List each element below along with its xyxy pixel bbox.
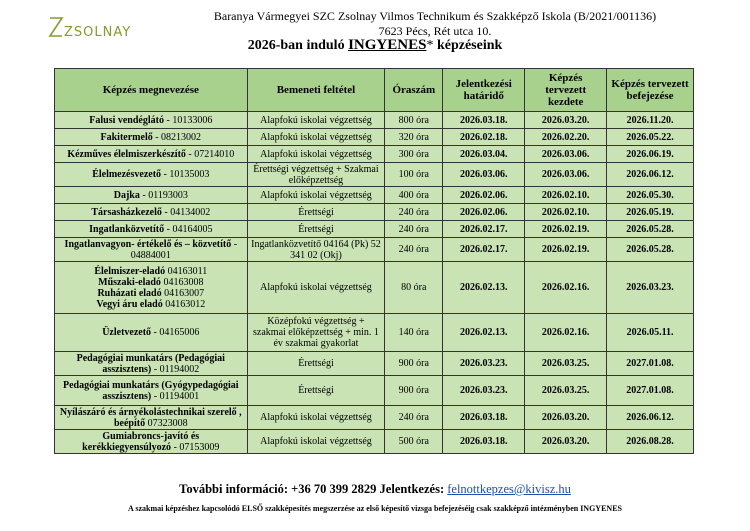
course-name-line — [58, 299, 244, 310]
course-name-line — [58, 132, 244, 143]
course-name-line — [58, 288, 244, 299]
start-cell: 2026.03.06. — [525, 163, 607, 187]
course-name: Társasházkezelő — [91, 206, 162, 218]
table-row — [55, 314, 694, 352]
course-name-cell — [55, 314, 248, 352]
course-name: Ingatlanvagyon- értékelő és – közvetítő — [64, 238, 232, 250]
course-name-line — [58, 239, 244, 261]
start-cell: 2026.02.10. — [525, 187, 607, 204]
hours-cell: 900 óra — [385, 352, 443, 376]
start-cell: 2026.03.25. — [525, 352, 607, 376]
course-name: Élelmezésvezető — [92, 169, 162, 180]
table-row — [55, 204, 694, 221]
course-name: Nyílászáró és árnyékolástechnikai szerelő , beépítő — [59, 406, 242, 429]
hours-cell: 240 óra — [385, 238, 443, 262]
end-cell: 2026.11.20. — [607, 112, 694, 129]
course-name: Vegyi áru eladó — [96, 298, 163, 310]
table-row — [55, 187, 694, 204]
table-header-row — [55, 69, 694, 112]
deadline-cell: 2026.02.17. — [443, 238, 525, 262]
requirement-cell: Alapfokú iskolai végzettség — [247, 262, 385, 314]
course-name-cell — [55, 262, 248, 314]
course-name-cell — [55, 129, 248, 146]
page-title — [0, 37, 750, 54]
start-cell: 2026.02.20. — [525, 129, 607, 146]
hours-cell: 240 óra — [385, 221, 443, 238]
table-row — [55, 262, 694, 314]
start-cell: 2026.03.06. — [525, 146, 607, 163]
course-code: - 07214010 — [188, 148, 235, 160]
logo-text: ZSOLNAY — [64, 25, 132, 40]
hours-cell: 400 óra — [385, 187, 443, 204]
deadline-cell: 2026.03.23. — [443, 376, 525, 406]
start-cell: 2026.02.10. — [525, 204, 607, 221]
course-name: Gumiabroncs-javító és kerékkiegyensúlyozó — [82, 430, 200, 453]
deadline-cell: 2026.03.18. — [443, 406, 525, 430]
course-code: 07323008 — [147, 417, 188, 429]
course-name-cell — [55, 163, 248, 187]
end-cell: 2026.05.28. — [607, 221, 694, 238]
course-name-cell — [55, 430, 248, 454]
requirement-cell: Alapfokú iskolai végzettség — [247, 406, 385, 430]
header-end: Képzés tervezett befejezése — [607, 69, 694, 112]
course-code: - 04164005 — [166, 223, 213, 235]
course-name-line — [58, 149, 244, 160]
table-row — [55, 376, 694, 406]
course-name-cell — [55, 187, 248, 204]
hours-cell: 300 óra — [385, 146, 443, 163]
start-cell: 2026.02.19. — [525, 238, 607, 262]
start-cell: 2026.02.16. — [525, 262, 607, 314]
header-hours: Óraszám — [385, 69, 443, 112]
course-code: 04163012 — [165, 298, 206, 310]
requirement-cell: Ingatlanközvetítő 04164 (Pk) 52 341 02 (Okj) — [247, 238, 385, 262]
table-row — [55, 112, 694, 129]
deadline-cell: 2026.02.17. — [443, 221, 525, 238]
title-pre: 2026-ban induló — [247, 38, 345, 53]
hours-cell: 240 óra — [385, 204, 443, 221]
course-name: Műszaki-eladó — [98, 276, 161, 288]
requirement-cell: Alapfokú iskolai végzettség — [247, 430, 385, 454]
deadline-cell: 2026.03.04. — [443, 146, 525, 163]
deadline-cell: 2026.03.18. — [443, 430, 525, 454]
start-cell: 2026.02.16. — [525, 314, 607, 352]
requirement-cell: Érettségi — [247, 376, 385, 406]
course-name-line — [58, 327, 244, 338]
start-cell: 2026.03.25. — [525, 376, 607, 406]
header-deadline: Jelentkezési határidő — [443, 69, 525, 112]
course-name-cell — [55, 146, 248, 163]
header-start: Képzés tervezett kezdete — [525, 69, 607, 112]
course-code: - 01194002 — [153, 363, 200, 375]
course-name-line — [58, 380, 244, 402]
course-name-line — [58, 277, 244, 288]
end-cell: 2026.06.12. — [607, 163, 694, 187]
requirement-cell: Alapfokú iskolai végzettség — [247, 146, 385, 163]
start-cell: 2026.03.20. — [525, 430, 607, 454]
course-code: 04163011 — [167, 265, 208, 277]
deadline-cell: 2026.03.23. — [443, 352, 525, 376]
course-name: Kézműves élelmiszerkészítő — [67, 148, 186, 160]
courses-table — [54, 68, 694, 454]
table-row — [55, 352, 694, 376]
deadline-cell: 2026.03.18. — [443, 112, 525, 129]
course-code: - 01193003 — [142, 189, 188, 201]
title-highlight: INGYENES — [348, 37, 427, 53]
table-row — [55, 163, 694, 187]
course-code: 04163008 — [163, 276, 204, 288]
end-cell: 2027.01.08. — [607, 352, 694, 376]
table-row — [55, 430, 694, 454]
end-cell: 2026.05.22. — [607, 129, 694, 146]
hours-cell: 240 óra — [385, 406, 443, 430]
deadline-cell: 2026.02.13. — [443, 314, 525, 352]
end-cell: 2027.01.08. — [607, 376, 694, 406]
footnote: A szakmai képzéshez kapcsolódó ELSŐ szakképesítés megszerzése az első képesítő vizsga befejezéséig csak szakképző intézményben INGYENES — [128, 504, 622, 513]
start-cell: 2026.03.20. — [525, 112, 607, 129]
course-name: Pedagógiai munkatárs (Pedagógiai asszisztens) — [76, 352, 225, 375]
course-name-line — [58, 169, 244, 180]
course-name: Fakitermelő — [100, 131, 153, 143]
deadline-cell: 2026.03.06. — [443, 163, 525, 187]
course-name-cell — [55, 376, 248, 406]
requirement-cell: Érettségi végzettség + Szakmai előképzettség — [247, 163, 385, 187]
table-row — [55, 238, 694, 262]
course-code: - 01194001 — [153, 390, 200, 402]
contact-text: További információ: +36 70 399 2829 Jelentkezés: — [179, 482, 445, 496]
course-name: Ingatlanközvetítő — [89, 223, 165, 235]
deadline-cell: 2026.02.18. — [443, 129, 525, 146]
requirement-cell: Alapfokú iskolai végzettség — [247, 112, 385, 129]
hours-cell: 500 óra — [385, 430, 443, 454]
title-post: képzéseink — [436, 38, 503, 53]
requirement-cell: Alapfokú iskolai végzettség — [247, 129, 385, 146]
table-row — [55, 129, 694, 146]
course-name-line — [58, 431, 244, 453]
hours-cell: 140 óra — [385, 314, 443, 352]
course-code: - 07153009 — [173, 441, 220, 453]
course-name-line — [58, 353, 244, 375]
requirement-cell: Középfokú végzettség + szakmai előképzettség + min. 1 év szakmai gyakorlat — [247, 314, 385, 352]
course-name: Élelmiszer-eladó — [94, 265, 166, 277]
table-row — [55, 221, 694, 238]
course-name: Üzletvezető — [102, 327, 152, 338]
course-name-cell — [55, 352, 248, 376]
course-code: - 04165006 — [153, 327, 200, 338]
course-name-line — [58, 190, 244, 201]
course-name-cell — [55, 204, 248, 221]
end-cell: 2026.08.28. — [607, 430, 694, 454]
course-code: - 04884001 — [130, 238, 238, 261]
end-cell: 2026.05.11. — [607, 314, 694, 352]
end-cell: 2026.05.28. — [607, 238, 694, 262]
table-row — [55, 406, 694, 430]
course-code: 04163007 — [164, 287, 205, 299]
contact-info — [0, 482, 750, 497]
course-name-cell — [55, 238, 248, 262]
hours-cell: 80 óra — [385, 262, 443, 314]
course-code: - 10133006 — [166, 114, 213, 126]
hours-cell: 900 óra — [385, 376, 443, 406]
course-name: Ruházati eladó — [97, 287, 162, 299]
end-cell: 2026.03.23. — [607, 262, 694, 314]
course-code: - 10135003 — [163, 169, 210, 180]
requirement-cell: Érettségi — [247, 204, 385, 221]
header-course-name: Képzés megnevezése — [55, 69, 248, 112]
requirement-cell: Érettségi — [247, 221, 385, 238]
end-cell: 2026.06.19. — [607, 146, 694, 163]
start-cell: 2026.02.19. — [525, 221, 607, 238]
requirement-cell: Érettségi — [247, 352, 385, 376]
hours-cell: 320 óra — [385, 129, 443, 146]
deadline-cell: 2026.02.13. — [443, 262, 525, 314]
course-code: - 08213002 — [155, 131, 202, 143]
course-name-line — [58, 115, 244, 126]
end-cell: 2026.05.30. — [607, 187, 694, 204]
end-cell: 2026.05.19. — [607, 204, 694, 221]
course-name-line — [58, 266, 244, 277]
email-link[interactable]: felnottkepzes@kivisz.hu — [447, 482, 571, 496]
deadline-cell: 2026.02.06. — [443, 204, 525, 221]
course-name: Pedagógiai munkatárs (Gyógypedagógiai asszisztens) — [63, 379, 239, 402]
requirement-cell: Alapfokú iskolai végzettség — [247, 187, 385, 204]
course-name-cell — [55, 221, 248, 238]
school-address: 7623 Pécs, Rét utca 10. — [378, 24, 492, 38]
course-name: Falusi vendéglátó — [89, 114, 164, 126]
course-code: - 04134002 — [164, 206, 211, 218]
table-row — [55, 146, 694, 163]
course-name-cell — [55, 112, 248, 129]
course-name: Dajka — [113, 189, 140, 201]
deadline-cell: 2026.02.06. — [443, 187, 525, 204]
title-star: * — [426, 38, 434, 53]
course-name-line — [58, 407, 244, 429]
header-requirement: Bemeneti feltétel — [247, 69, 385, 112]
course-name-line — [58, 224, 244, 235]
start-cell: 2026.03.20. — [525, 406, 607, 430]
hours-cell: 100 óra — [385, 163, 443, 187]
school-name: Baranya Vármegyei SZC Zsolnay Vilmos Technikum és Szakképző Iskola (B/2021/001136) — [213, 9, 657, 23]
hours-cell: 800 óra — [385, 112, 443, 129]
course-name-line — [58, 207, 244, 218]
course-name-cell — [55, 406, 248, 430]
end-cell: 2026.06.12. — [607, 406, 694, 430]
